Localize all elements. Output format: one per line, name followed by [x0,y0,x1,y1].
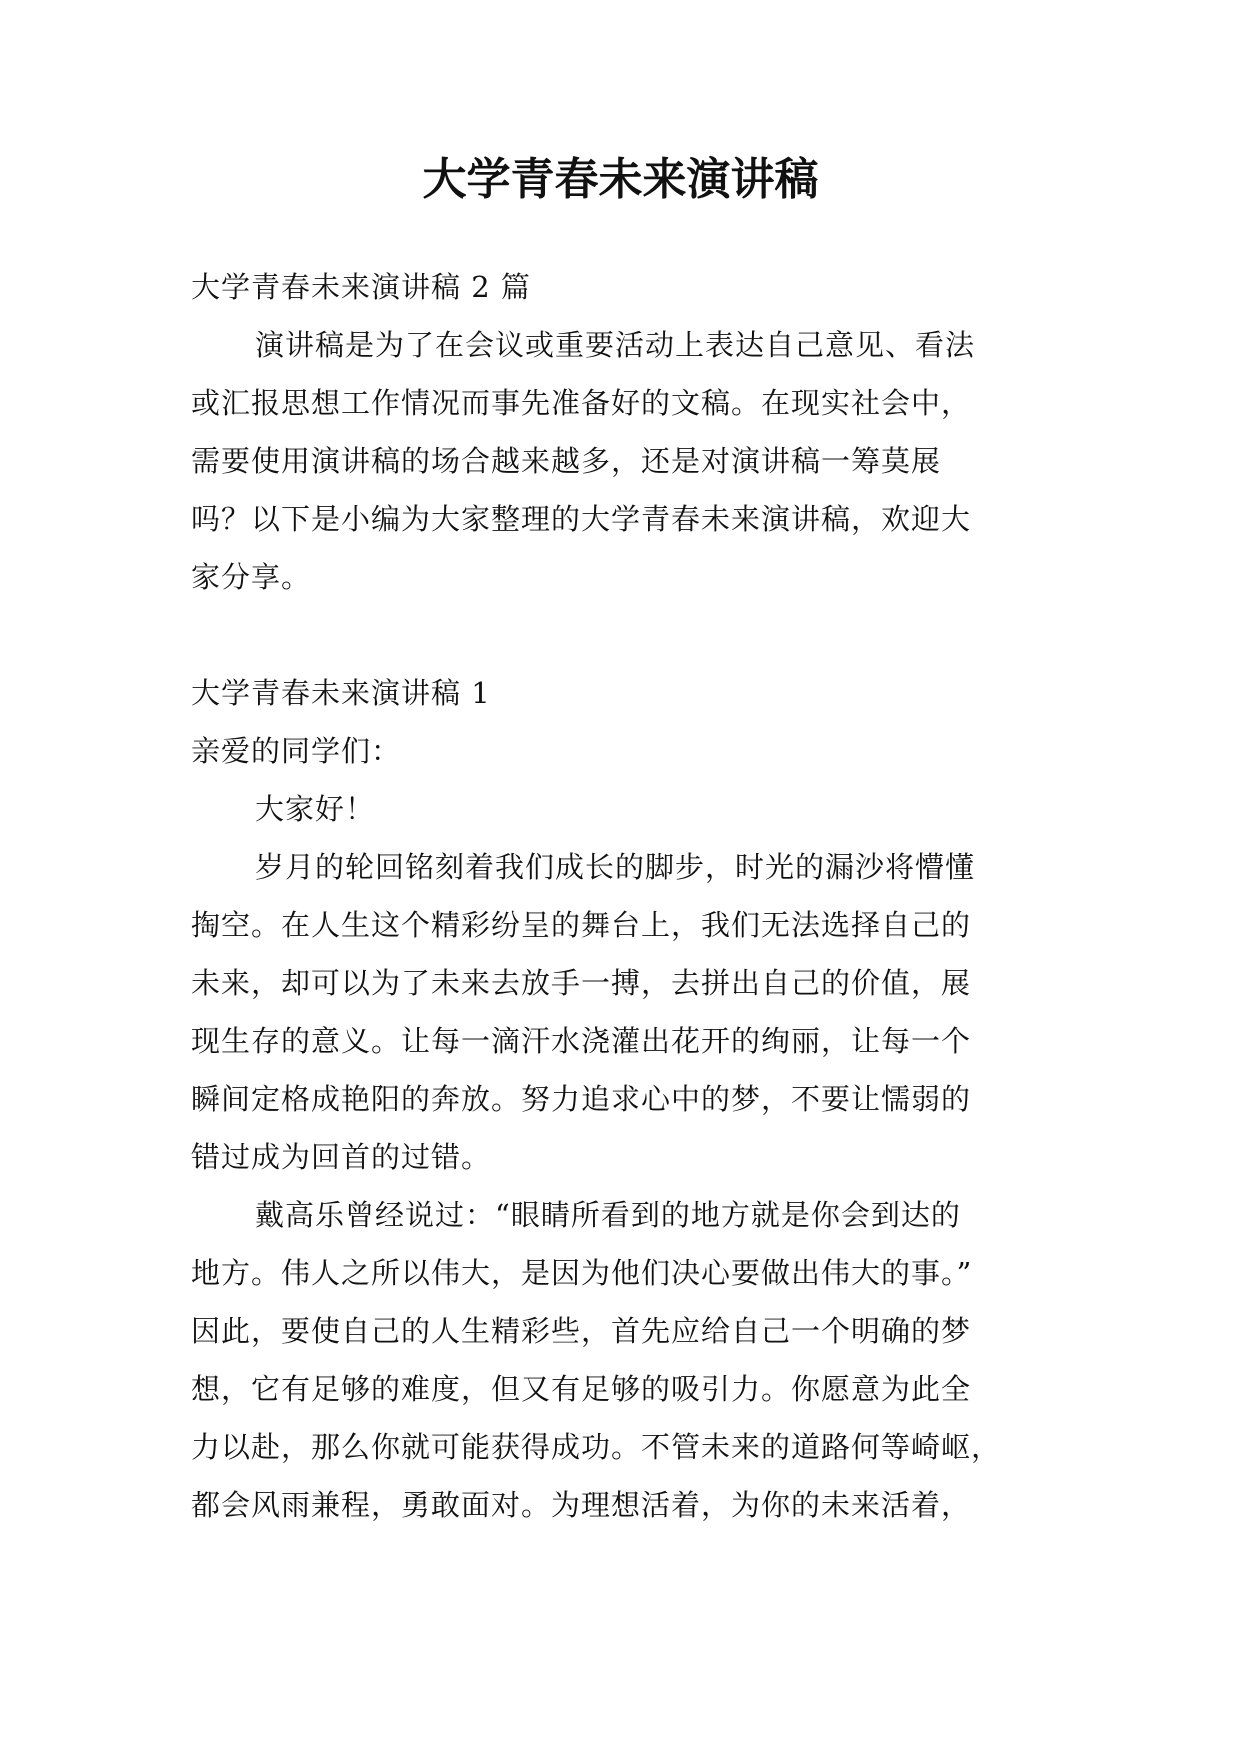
subtitle-line: 大学青春未来演讲稿 2 篇 [191,270,531,304]
paragraph-line: 岁月的轮回铭刻着我们成长的脚步，时光的漏沙将懵懂 [255,850,976,884]
paragraph-line: 都会风雨兼程，勇敢面对。为理想活着，为你的未来活着， [191,1488,972,1522]
greeting: 大家好！ [255,792,376,826]
paragraph-line: 力以赴，那么你就可能获得成功。不管未来的道路何等崎岖， [191,1430,1002,1464]
paragraph-line: 演讲稿是为了在会议或重要活动上表达自己意见、看法 [255,328,976,362]
document-title: 大学青春未来演讲稿 [422,154,819,205]
paragraph-line: 吗？以下是小编为大家整理的大学青春未来演讲稿，欢迎大 [191,502,972,536]
salutation: 亲爱的同学们： [191,734,402,768]
paragraph-line: 现生存的意义。让每一滴汗水浇灌出花开的绚丽，让每一个 [191,1024,972,1058]
section-heading: 大学青春未来演讲稿 1 [191,676,491,710]
paragraph-line: 掏空。在人生这个精彩纷呈的舞台上，我们无法选择自己的 [191,908,972,942]
paragraph-line: 或汇报思想工作情况而事先准备好的文稿。在现实社会中， [191,386,972,420]
paragraph-line: 错过成为回首的过错。 [191,1140,492,1174]
paragraph-line: 地方。伟人之所以伟大，是因为他们决心要做出伟大的事。” [191,1256,973,1290]
paragraph-line: 未来，却可以为了未来去放手一搏，去拼出自己的价值，展 [191,966,972,1000]
paragraph-line: 戴高乐曾经说过：“眼睛所看到的地方就是你会到达的 [255,1198,961,1232]
paragraph-line: 家分享。 [191,560,312,594]
paragraph-line: 想，它有足够的难度，但又有足够的吸引力。你愿意为此全 [191,1372,972,1406]
paragraph-line: 需要使用演讲稿的场合越来越多，还是对演讲稿一筹莫展 [191,444,942,478]
blank-line [191,606,1061,664]
paragraph-line: 因此，要使自己的人生精彩些，首先应给自己一个明确的梦 [191,1314,972,1348]
document-body [191,258,1061,1534]
paragraph-line: 瞬间定格成艳阳的奔放。努力追求心中的梦，不要让懦弱的 [191,1082,972,1116]
